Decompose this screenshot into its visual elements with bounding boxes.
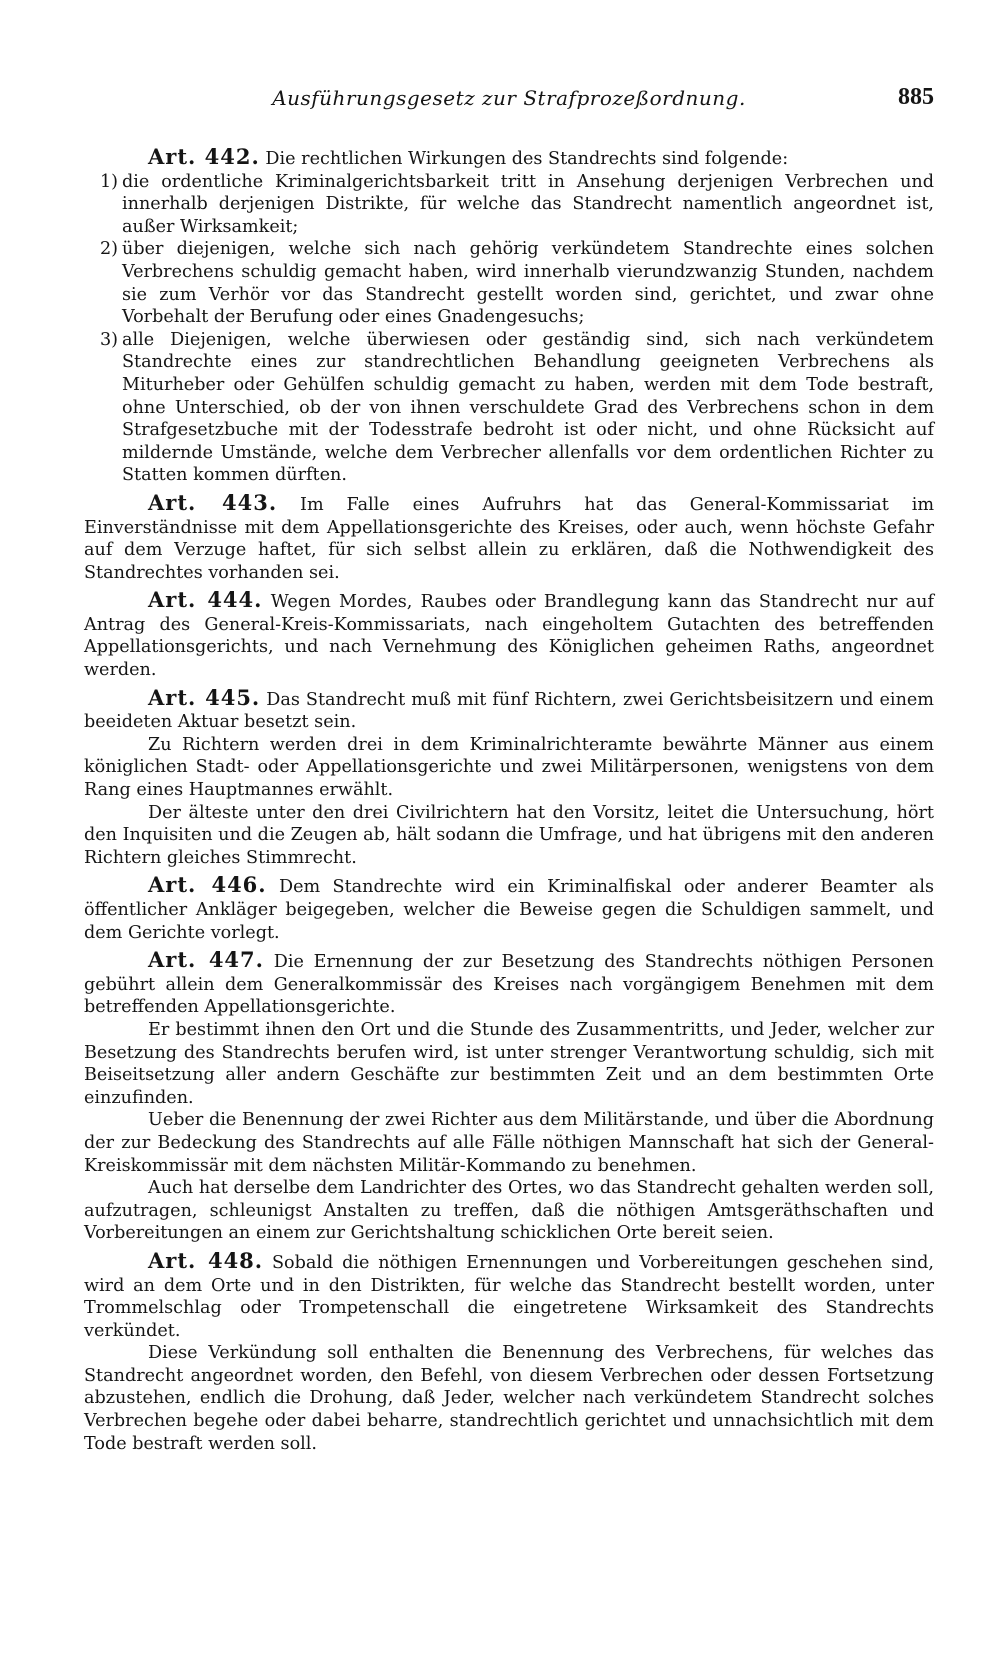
article-text: Wegen Mordes, Raubes oder Brandlegung kann das Standrecht nur auf Antrag des General-Kreis-Kommissariats, nach eingeholtem Gutachten des betreffenden Appellationsgerichts, und nach Vernehmung des Königlichen geheimen Raths, angeordnet werden.	[84, 592, 935, 681]
page-number: 885	[898, 84, 934, 110]
article-text: Dem Standrechte wird ein Kriminalfiskal oder anderer Beamter als öffentlicher Ankläger beigegeben, welcher die Beweise gegen die Schuldigen sammelt, und dem Gerichte vorlegt.	[84, 877, 934, 943]
list-item	[84, 329, 934, 487]
article-label: Art. 447.	[148, 947, 264, 973]
article-447	[84, 949, 934, 1245]
article-text: Das Standrecht muß mit fünf Richtern, zwei Gerichtsbeisitzern und einem beeideten Aktuar besetzt sein.	[84, 689, 934, 733]
article-442	[84, 146, 934, 487]
list-item-number: 3)	[99, 329, 118, 350]
article-label: Art. 442.	[148, 144, 260, 169]
article-448	[84, 1247, 935, 1455]
body-text	[84, 146, 934, 1460]
article-label: Art. 446.	[148, 872, 267, 898]
list-item-text: alle Diejenigen, welche überwiesen oder geständig sind, sich nach verkündetem Standrechte eines zur standrechtlichen Behandlung geeigneten Verbrechens als Miturheber oder Gehülfen schuldig gemacht zu haben, werden mit dem Tode bestraft, ohne Unterschied, ob der von ihnen verschuldete Grad des Verbrechens schon in dem Strafgesetzbuche mit der Todesstrafe bedroht ist oder nicht, und ohne Rücksicht auf mildernde Umstände, welche dem Verbrecher allenfalls vor dem ordentlichen Richter zu Statten kommen dürften.	[122, 329, 934, 486]
article-text: Im Falle eines Aufruhrs hat das General-Kommissariat im Einverständnisse mit dem Appellationsgerichte des Kreises, oder auch, wenn höchste Gefahr auf dem Verzuge haftet, für sich selbst allein zu erklären, daß die Nothwendigkeit des Standrechtes vorhanden sei.	[84, 494, 935, 583]
article-446	[84, 874, 934, 944]
article-text: Die rechtlichen Wirkungen des Standrechts sind folgende:	[265, 149, 789, 169]
article-445	[84, 684, 934, 870]
article-442-intro	[84, 146, 934, 171]
list-item-number: 1)	[99, 171, 118, 192]
article-paragraph	[84, 949, 934, 1019]
article-paragraph: Auch hat derselbe dem Landrichter des Ortes, wo das Standrecht gehalten werden soll, aufzutragen, schleunigst Anstalten zu treffen, daß die nöthigen Amtsgeräthschaften und Vorbereitungen an einem zur Gerichtshaltung schicklichen Orte bereit seien.	[84, 1178, 934, 1244]
page-header	[84, 86, 934, 120]
article-444	[84, 589, 934, 681]
article-paragraph	[84, 589, 934, 681]
article-paragraph	[84, 1247, 935, 1342]
list-item	[84, 238, 934, 328]
article-paragraph: Zu Richtern werden drei in dem Kriminalrichteramte bewährte Männer aus einem königlichen Stadt- oder Appellationsgerichte und zwei Militärpersonen, wenigstens von dem Rang eines Hauptmannes erwählt.	[84, 734, 934, 801]
article-label: Art. 444.	[148, 587, 263, 613]
article-label: Art. 445.	[148, 684, 261, 710]
article-442-list	[84, 171, 934, 487]
article-paragraph	[84, 489, 935, 584]
article-text: Die Ernennung der zur Besetzung des Standrechts nöthigen Personen gebührt allein dem Generalkommissär des Kreises nach vorgängigem Benehmen mit dem betreffenden Appellationsgerichte.	[84, 952, 935, 1018]
article-443	[84, 489, 935, 584]
article-label: Art. 443.	[148, 489, 278, 515]
list-item	[84, 171, 934, 239]
article-label: Art. 448.	[148, 1247, 264, 1273]
running-title: Ausführungsgesetz zur Strafprozeßordnung.	[272, 86, 746, 110]
list-item-number: 2)	[99, 239, 118, 260]
article-paragraph: Er bestimmt ihnen den Ort und die Stunde des Zusammentritts, und Jeder, welcher zur Besetzung des Standrechts berufen wird, ist unter strenger Verantwortung schuldig, sich mit Beiseitsetzung aller andern Geschäfte zur bestimmten Zeit und an dem bestimmten Orte einzufinden.	[84, 1019, 934, 1108]
list-item-text: über diejenigen, welche sich nach gehörig verkündetem Standrechte eines solchen Verbrechens schuldig gemacht haben, wird innerhalb vierundzwanzig Stunden, nachdem sie zum Verhör vor das Standrecht gestellt worden sind, gerichtet, und zwar ohne Vorbehalt der Berufung oder eines Gnadengesuchs;	[122, 239, 934, 328]
article-text: Sobald die nöthigen Ernennungen und Vorbereitungen geschehen sind, wird an dem Orte und in den Distrikten, für welche das Standrecht bestellt worden, unter Trommelschlag oder Trompetenschall die eingetretene Wirksamkeit des Standrechts verkündet.	[84, 1252, 935, 1341]
article-paragraph: Der älteste unter den drei Civilrichtern hat den Vorsitz, leitet die Untersuchung, hört den Inquisiten und die Zeugen ab, hält sodann die Umfrage, und hat übrigens mit den anderen Richtern gleiches Stimmrecht.	[84, 802, 934, 868]
article-paragraph	[84, 874, 934, 944]
article-paragraph: Diese Verkündung soll enthalten die Benennung des Verbrechens, für welches das Standrecht angeordnet worden, den Befehl, von diesem Verbrechen oder dessen Fortsetzung abzustehen, endlich die Drohung, daß Jeder, welcher nach verkündetem Standrecht solches Verbrechen begehe oder dabei beharre, standrechtlich gerichtet und unnachsichtlich mit dem Tode bestraft werden soll.	[84, 1343, 934, 1454]
article-paragraph	[84, 684, 934, 734]
article-paragraph: Ueber die Benennung der zwei Richter aus dem Militärstande, und über die Abordnung der zur Bedeckung des Standrechts auf alle Fälle nöthigen Mannschaft hat sich der General-Kreiskommissär mit dem nächsten Militär-Kommando zu benehmen.	[84, 1110, 934, 1176]
list-item-text: die ordentliche Kriminalgerichtsbarkeit tritt in Ansehung derjenigen Verbrechen und innerhalb derjenigen Distrikte, für welche das Standrecht namentlich angeordnet ist, außer Wirksamkeit;	[122, 171, 934, 237]
